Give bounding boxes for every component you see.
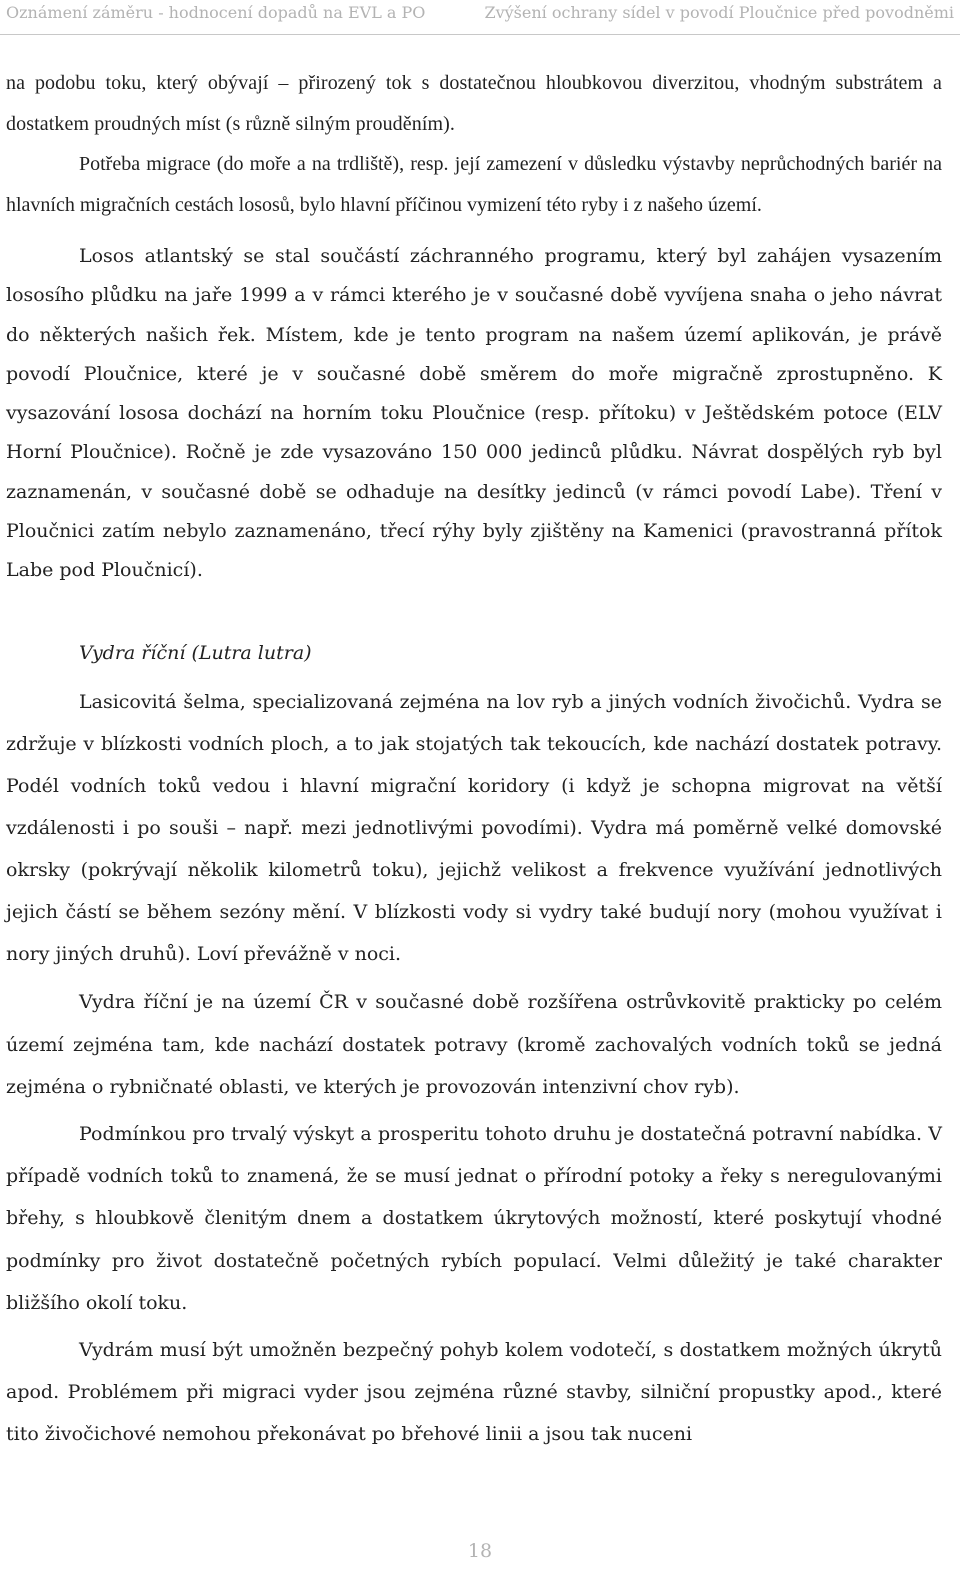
section-heading-otter: Vydra říční (Lutra lutra) — [79, 641, 312, 664]
paragraph-otter-migration: Vydrám musí být umožněn bezpečný pohyb kolem vodotečí, s dostatkem možných úkrytů apod. Problémem při migraci vyder jsou zejména různé stavby, silniční propustky apod., které tito živočichové nemohou překonávat po břehové linii a jsou tak nuceni — [6, 1338, 942, 1446]
paragraph-otter-description: Lasicovitá šelma, specializovaná zejména na lov ryb a jiných vodních živočichů. Vydra se zdržuje v blízkosti vodních ploch, a to jak stojatých tak tekoucích, kde nachází dostatek potravy. Podél vodních toků vedou i hlavní migrační koridory (i když je schopna migrovat na větší vzdálenosti i po souši – např. mezi jednotlivými povodími). Vydra má poměrně velké domovské okrsky (pokrývají několik kilometrů toku), jejichž velikost a frekvence využívání jednotlivých jejich částí se během sezóny mění. V blízkosti vody si vydry také budují nory (mohou využívat i nory jiných druhů). Loví převážně v noci. — [6, 690, 942, 966]
header-document-title: Oznámení záměru - hodnocení dopadů na EVL a PO — [6, 3, 426, 22]
paragraph-otter-distribution: Vydra říční je na území ČR v současné době rozšířena ostrůvkovitě prakticky po celém území zejména tam, kde nachází dostatek potravy (kromě zachovalých vodních toků se jedná zejména o rybničnaté oblasti, ve kterých je provozován intenzivní chov ryb). — [6, 991, 942, 1098]
header-project-title: Zvýšení ochrany sídel v povodí Ploučnice před povodněmi — [484, 3, 954, 22]
paragraph-salmon-habitat: na podobu toku, který obývají – přirozený tok s dostatečnou hloubkovou diverzitou, vhodným substrátem a dostatkem proudných míst (s různě silným prouděním). — [6, 72, 942, 135]
paragraph-otter-conditions: Podmínkou pro trvalý výskyt a prosperitu tohoto druhu je dostatečná potravní nabídka. V případě vodních toků to znamená, že se musí jednat o přírodní potoky a řeky s neregulovanými břehy, s hloubkově členitým dnem a dostatkem úkrytových možností, které poskytují vhodné podmínky pro život dostatečně početných rybích populací. Velmi důležitý je také charakter bližšího okolí toku. — [6, 1122, 942, 1314]
paragraph-salmon-migration: Potřeba migrace (do moře a na trdliště), resp. její zamezení v důsledku výstavby neprůchodných bariér na hlavních migračních cestách lososů, bylo hlavní příčinou vymizení této ryby i z našeho území. — [6, 153, 942, 216]
page-body — [6, 63, 942, 1456]
page-header — [0, 0, 960, 35]
paragraph-salmon-program: Losos atlantský se stal součástí záchranného programu, který byl zahájen vysazením lososího plůdku na jaře 1999 a v rámci kterého je v současné době vyvíjena snaha o jeho návrat do některých našich řek. Místem, kde je tento program na našem území aplikován, je právě povodí Ploučnice, které je v současné době směrem do moře migračně zprostupněno. K vysazování lososa dochází na horním toku Ploučnice (resp. přítoku) v Ještědském potoce (ELV Horní Ploučnice). Ročně je zde vysazováno 150 000 jedinců plůdku. Návrat dospělých ryb byl zaznamenán, v současné době se odhaduje na desítky jedinců (v rámci povodí Labe). Tření v Ploučnici zatím nebylo zaznamenáno, třecí rýhy byly zjištěny na Kamenici (pravostranná přítok Labe pod Ploučnicí). — [6, 245, 942, 582]
page-number: 18 — [467, 1540, 493, 1562]
